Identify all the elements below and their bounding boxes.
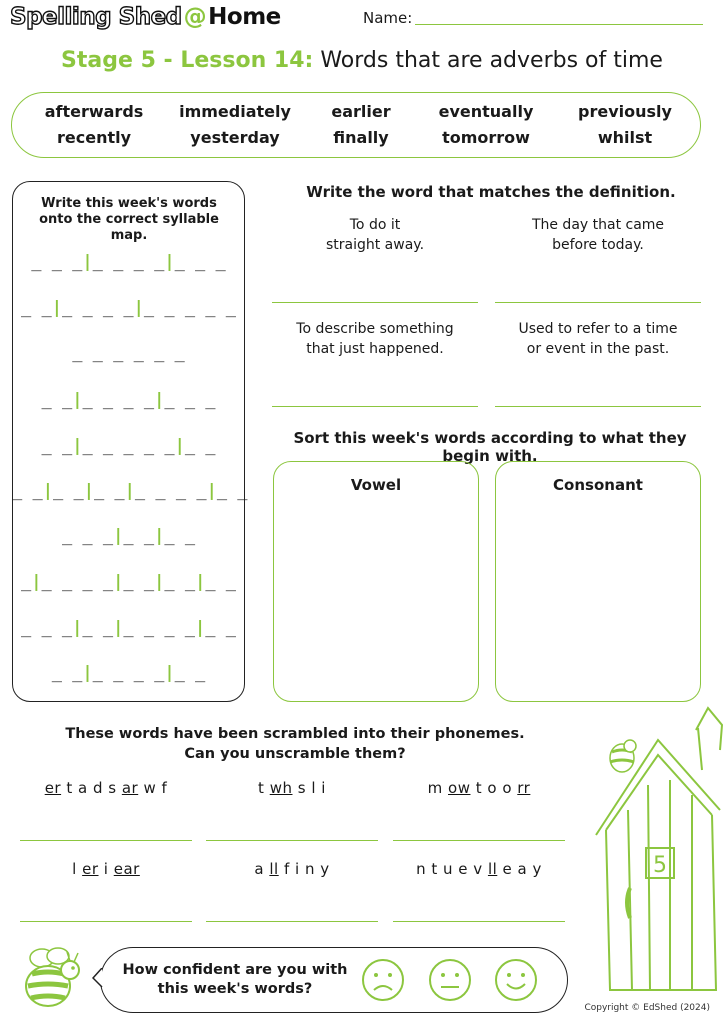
word-bank-item: whilst xyxy=(597,128,653,147)
lesson-topic: Words that are adverbs of time xyxy=(320,48,663,73)
definition-text: that just happened. xyxy=(306,341,444,357)
phoneme-grapheme: er xyxy=(82,860,99,878)
syllable-segment: _ _ _ xyxy=(174,252,226,272)
syllable-segment: _ xyxy=(20,572,32,592)
sort-heading: Sort this week's words according to what they begin with. xyxy=(293,429,687,465)
page-title xyxy=(0,48,724,73)
scrambled-word xyxy=(206,779,378,797)
scramble-answer-line[interactable] xyxy=(206,921,378,922)
neutral-face-icon[interactable] xyxy=(427,957,473,1003)
vowel-label: Vowel xyxy=(350,476,402,494)
scrambled-word xyxy=(206,860,378,878)
phoneme-letters: n t u e v xyxy=(416,860,488,878)
syllable-map-row[interactable] xyxy=(12,252,245,272)
phoneme-letters: t a d s xyxy=(61,779,122,797)
scramble-heading-line: Can you unscramble them? xyxy=(184,746,406,762)
syllable-segment: _ _ xyxy=(82,618,114,638)
logo-home-text: Home xyxy=(208,4,281,30)
syllable-divider: | xyxy=(154,572,165,592)
syllable-segment: _ _ xyxy=(123,526,155,546)
syllable-segment: _ _ _ _ xyxy=(134,481,207,501)
stage-lesson-label: Stage 5 - Lesson 14: xyxy=(61,48,314,73)
phoneme-letters: t o o xyxy=(470,779,518,797)
scramble-heading xyxy=(0,724,590,764)
syllable-map-row[interactable] xyxy=(12,526,245,546)
spelling-shed-logo xyxy=(10,4,281,30)
phoneme-grapheme: wh xyxy=(269,779,293,797)
syllable-segment: _ _ xyxy=(12,481,43,501)
definition-answer-line[interactable] xyxy=(272,406,478,407)
syllable-map-row[interactable] xyxy=(12,436,245,456)
syllable-segment: _ _ _ _ _ xyxy=(143,298,236,318)
scrambled-word xyxy=(393,779,565,797)
syllable-map-row[interactable] xyxy=(12,618,245,638)
syllable-segment: _ _ _ xyxy=(61,526,114,546)
consonant-box[interactable] xyxy=(495,461,701,702)
syllable-divider: | xyxy=(164,663,175,683)
syllable-segment: _ _ xyxy=(93,481,125,501)
syllable-segment: _ _ _ _ xyxy=(92,663,165,683)
syllable-divider: | xyxy=(51,298,62,318)
syllable-segment: _ _ _ _ xyxy=(82,390,155,410)
scramble-answer-line[interactable] xyxy=(20,840,192,841)
syllable-divider: | xyxy=(82,252,93,272)
speech-tail-icon xyxy=(92,968,106,988)
phoneme-grapheme: ow xyxy=(448,779,471,797)
syllable-segment: _ _ xyxy=(123,572,155,592)
syllable-divider: | xyxy=(113,572,124,592)
definition-text: To do it xyxy=(349,217,401,233)
happy-face-icon[interactable] xyxy=(493,957,539,1003)
phoneme-grapheme: rr xyxy=(517,779,531,797)
syllable-segment: _ _ _ xyxy=(164,390,216,410)
word-bank-item: afterwards xyxy=(44,102,144,121)
syllable-divider: | xyxy=(195,572,206,592)
syllable-map-row[interactable] xyxy=(12,663,245,683)
syllable-segment: _ _ _ _ _ _ xyxy=(72,343,185,363)
syllable-segment: _ _ xyxy=(51,663,83,683)
syllable-segment: _ _ xyxy=(216,481,248,501)
definition-4 xyxy=(495,319,701,359)
phoneme-grapheme: ar xyxy=(121,779,139,797)
scramble-heading-line: These words have been scrambled into their phonemes. xyxy=(65,726,525,742)
scramble-answer-line[interactable] xyxy=(206,840,378,841)
syllable-map-row[interactable] xyxy=(12,390,245,410)
word-bank-item: tomorrow xyxy=(442,128,530,147)
sad-face-icon[interactable] xyxy=(360,957,406,1003)
phoneme-grapheme: ll xyxy=(269,860,279,878)
syllable-segment: _ _ _ _ xyxy=(61,298,134,318)
definition-text: straight away. xyxy=(325,237,425,253)
syllable-map-row[interactable] xyxy=(12,481,248,501)
phoneme-letters: e a y xyxy=(497,860,542,878)
phoneme-letters: w f xyxy=(138,779,168,797)
syllable-segment: _ _ xyxy=(205,618,237,638)
syllable-segment: _ _ _ _ _ xyxy=(82,436,175,456)
word-bank-item: recently xyxy=(56,128,132,147)
phoneme-letters: i xyxy=(98,860,114,878)
syllable-divider: | xyxy=(82,663,93,683)
definition-answer-line[interactable] xyxy=(272,302,478,303)
word-bank xyxy=(11,92,701,158)
syllable-divider: | xyxy=(42,481,53,501)
syllable-segment: _ _ xyxy=(52,481,84,501)
phoneme-grapheme: ll xyxy=(487,860,498,878)
syllable-segment: _ _ xyxy=(164,526,196,546)
bee-icon xyxy=(18,944,84,1014)
phoneme-letters: l xyxy=(72,860,83,878)
scramble-answer-line[interactable] xyxy=(20,921,192,922)
scramble-answer-line[interactable] xyxy=(393,921,565,922)
name-label: Name: xyxy=(363,9,413,27)
phoneme-letters: t xyxy=(258,779,270,797)
word-bank-item: finally xyxy=(333,128,389,147)
phoneme-letters: a xyxy=(254,860,270,878)
definitions-heading: Write the word that matches the definition. xyxy=(306,183,676,201)
syllable-segment: _ _ _ xyxy=(31,252,83,272)
word-bank-item: previously xyxy=(578,102,672,121)
shed-illustration xyxy=(588,700,724,1000)
syllable-segment: _ _ _ _ xyxy=(41,572,114,592)
syllable-map-row[interactable] xyxy=(12,572,245,592)
phoneme-grapheme: ear xyxy=(113,860,140,878)
definition-1 xyxy=(272,215,478,255)
syllable-segment: _ _ xyxy=(41,436,73,456)
phoneme-letters: f i n y xyxy=(278,860,330,878)
confidence-line: this week's words? xyxy=(157,981,313,997)
copyright: Copyright © EdShed (2024) xyxy=(584,1003,710,1013)
syllable-divider: | xyxy=(113,618,124,638)
confidence-question xyxy=(120,961,350,999)
word-bank-item: eventually xyxy=(438,102,534,121)
definition-text: Used to refer to a time xyxy=(518,321,678,337)
word-bank-item: earlier xyxy=(331,102,391,121)
syllable-segment: _ _ xyxy=(41,390,73,410)
definition-2 xyxy=(495,215,701,255)
syllable-divider: | xyxy=(124,481,135,501)
definition-3 xyxy=(272,319,478,359)
syllable-divider: | xyxy=(206,481,217,501)
syllable-segment: _ _ xyxy=(184,436,216,456)
syllable-divider: | xyxy=(174,436,185,456)
syllable-segment: _ _ xyxy=(205,572,237,592)
syllable-divider: | xyxy=(72,436,83,456)
syllable-map-row[interactable] xyxy=(12,298,245,318)
syllable-divider: | xyxy=(154,390,165,410)
syllable-divider: | xyxy=(195,618,206,638)
syllable-divider: | xyxy=(154,526,165,546)
definition-answer-line[interactable] xyxy=(495,302,701,303)
phoneme-grapheme: er xyxy=(44,779,62,797)
definition-text: or event in the past. xyxy=(526,341,670,357)
phoneme-letters: s l i xyxy=(292,779,326,797)
shed-number: 5 xyxy=(653,853,667,878)
word-bank-item: yesterday xyxy=(190,128,280,147)
syllable-divider: | xyxy=(83,481,94,501)
definition-text: before today. xyxy=(552,237,644,253)
syllable-map-instruction: Write this week's words onto the correct syllable map. xyxy=(39,196,219,243)
syllable-divider: | xyxy=(164,252,175,272)
consonant-label: Consonant xyxy=(553,476,643,494)
syllable-segment: _ _ _ xyxy=(20,618,73,638)
syllable-divider: | xyxy=(31,572,42,592)
logo-at-symbol: @ xyxy=(183,4,207,30)
definition-text: To describe something xyxy=(296,321,454,337)
definition-text: The day that came xyxy=(531,217,665,233)
definition-answer-line[interactable] xyxy=(495,406,701,407)
syllable-segment: _ _ xyxy=(21,298,52,318)
confidence-line: How confident are you with xyxy=(122,962,348,978)
syllable-divider: | xyxy=(133,298,144,318)
name-write-line[interactable] xyxy=(415,24,703,25)
syllable-segment: _ _ _ _ xyxy=(92,252,165,272)
syllable-divider: | xyxy=(72,390,83,410)
scrambled-word xyxy=(393,860,565,878)
syllable-map-row[interactable] xyxy=(12,343,245,363)
word-bank-item: immediately xyxy=(179,102,291,121)
scrambled-word xyxy=(20,860,192,878)
vowel-box[interactable] xyxy=(273,461,479,702)
scramble-answer-line[interactable] xyxy=(393,840,565,841)
scrambled-word xyxy=(20,779,192,797)
syllable-divider: | xyxy=(113,526,124,546)
syllable-segment: _ _ xyxy=(174,663,206,683)
syllable-divider: | xyxy=(72,618,83,638)
syllable-segment: _ _ xyxy=(164,572,196,592)
syllable-segment: _ _ _ _ xyxy=(123,618,196,638)
phoneme-letters: m xyxy=(427,779,449,797)
logo-brand-text: Spelling Shed xyxy=(10,4,182,30)
